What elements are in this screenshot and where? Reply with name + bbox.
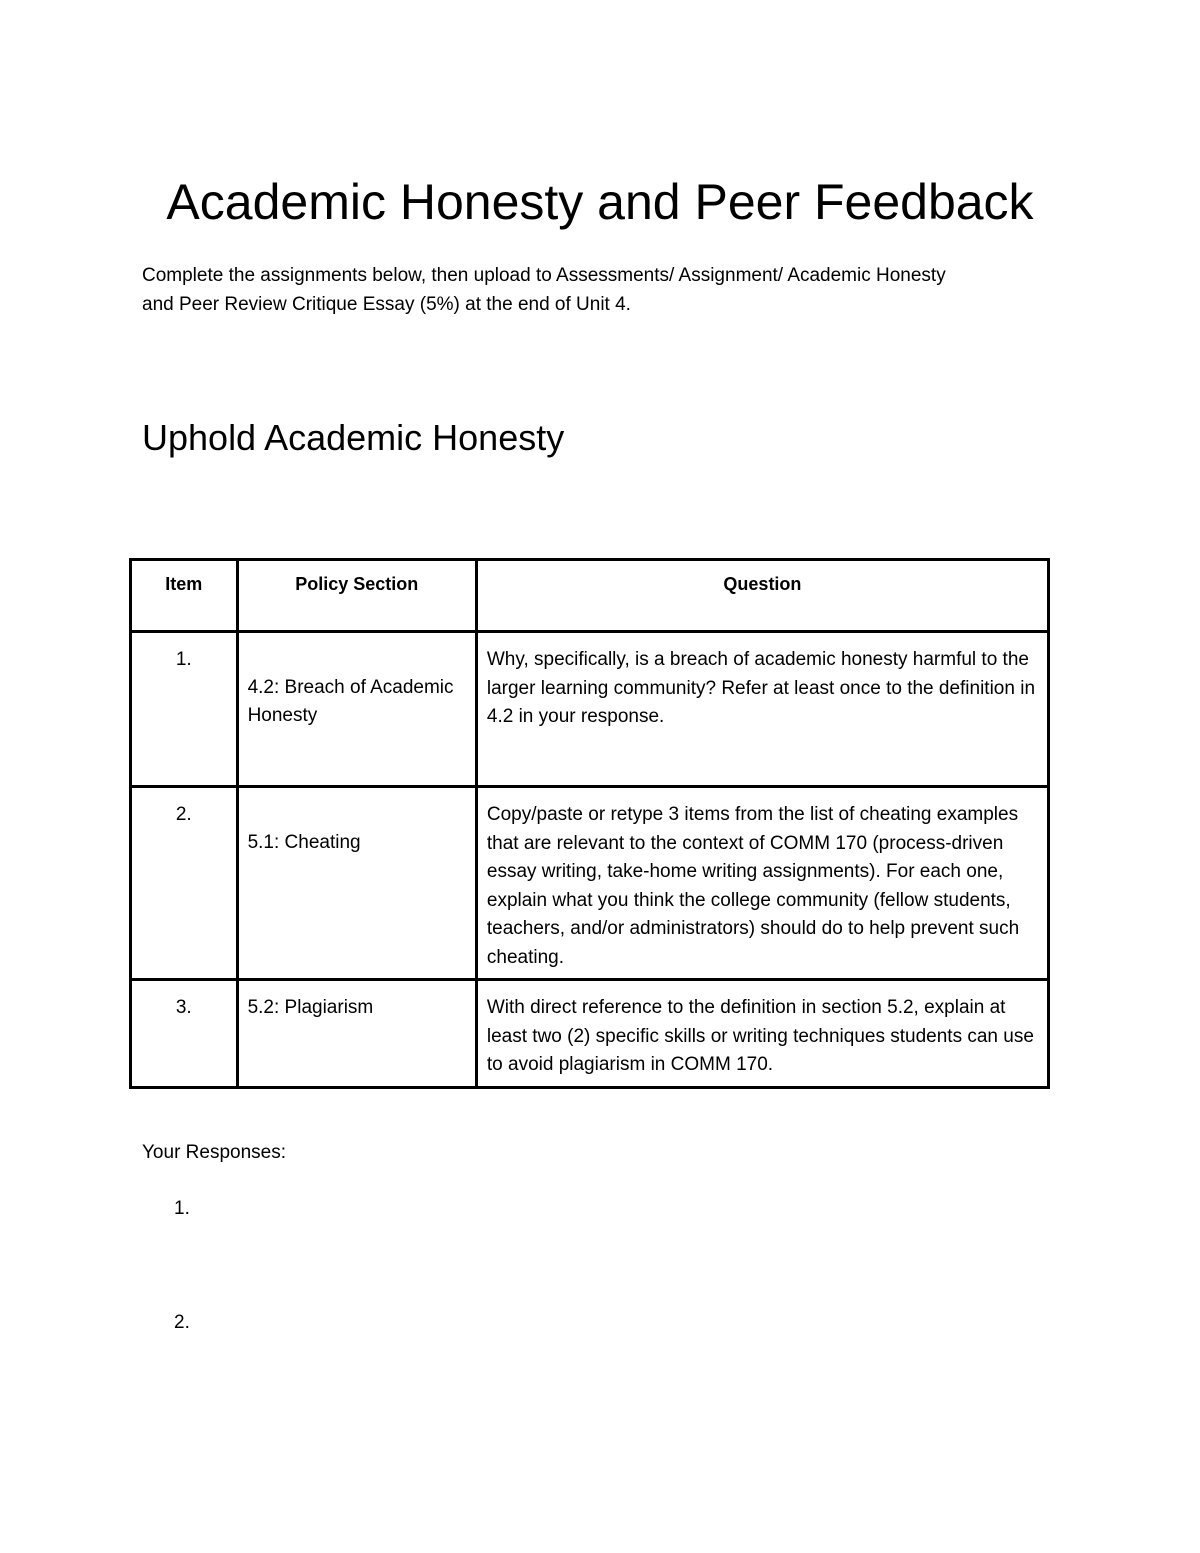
header-question: Question bbox=[476, 560, 1048, 632]
section-heading: Uphold Academic Honesty bbox=[142, 417, 565, 458]
row-policy-text: 4.2: Breach of Academic Honesty bbox=[247, 677, 454, 726]
row-question: Copy/paste or retype 3 items from the list of cheating examples that are relevant to the context of COMM 170 (process-driven essay writing, take-home writing assignments). For each one, explain what you think the college community (fellow students, teachers, and/or administrators) should do to help prevent such cheating. bbox=[476, 787, 1048, 980]
table-row bbox=[131, 632, 1049, 787]
row-question: Why, specifically, is a breach of academic honesty harmful to the larger learning community? Refer at least once to the definition in 4.2 in your response. bbox=[476, 632, 1048, 787]
row-item-number: 1. bbox=[131, 632, 238, 787]
table-row bbox=[131, 980, 1049, 1088]
response-item-2: 2. bbox=[174, 1312, 190, 1333]
intro-line-1: Complete the assignments below, then upload to Assessments/ Assignment/ Academic Honesty bbox=[142, 265, 946, 286]
row-item-number: 2. bbox=[131, 787, 238, 980]
header-item: Item bbox=[131, 560, 238, 632]
table-row bbox=[131, 787, 1049, 980]
row-policy-section bbox=[237, 787, 476, 980]
response-item-1: 1. bbox=[174, 1198, 190, 1219]
row-policy-section bbox=[237, 632, 476, 787]
intro-paragraph bbox=[142, 261, 1072, 319]
policy-table bbox=[129, 558, 1050, 1089]
document-title: Academic Honesty and Peer Feedback bbox=[166, 174, 1034, 230]
row-policy-section bbox=[237, 980, 476, 1088]
intro-line-2: and Peer Review Critique Essay (5%) at the end of Unit 4. bbox=[142, 294, 631, 315]
row-policy-text: 5.1: Cheating bbox=[247, 832, 361, 853]
header-policy-section: Policy Section bbox=[237, 560, 476, 632]
row-item-number: 3. bbox=[131, 980, 238, 1088]
table-header-row bbox=[131, 560, 1049, 632]
responses-label: Your Responses: bbox=[142, 1142, 287, 1163]
spacer bbox=[248, 801, 467, 829]
row-policy-text: 5.2: Plagiarism bbox=[247, 997, 374, 1018]
spacer bbox=[248, 646, 467, 674]
row-question: With direct reference to the definition in section 5.2, explain at least two (2) specific skills or writing techniques students can use to avoid plagiarism in COMM 170. bbox=[476, 980, 1048, 1088]
